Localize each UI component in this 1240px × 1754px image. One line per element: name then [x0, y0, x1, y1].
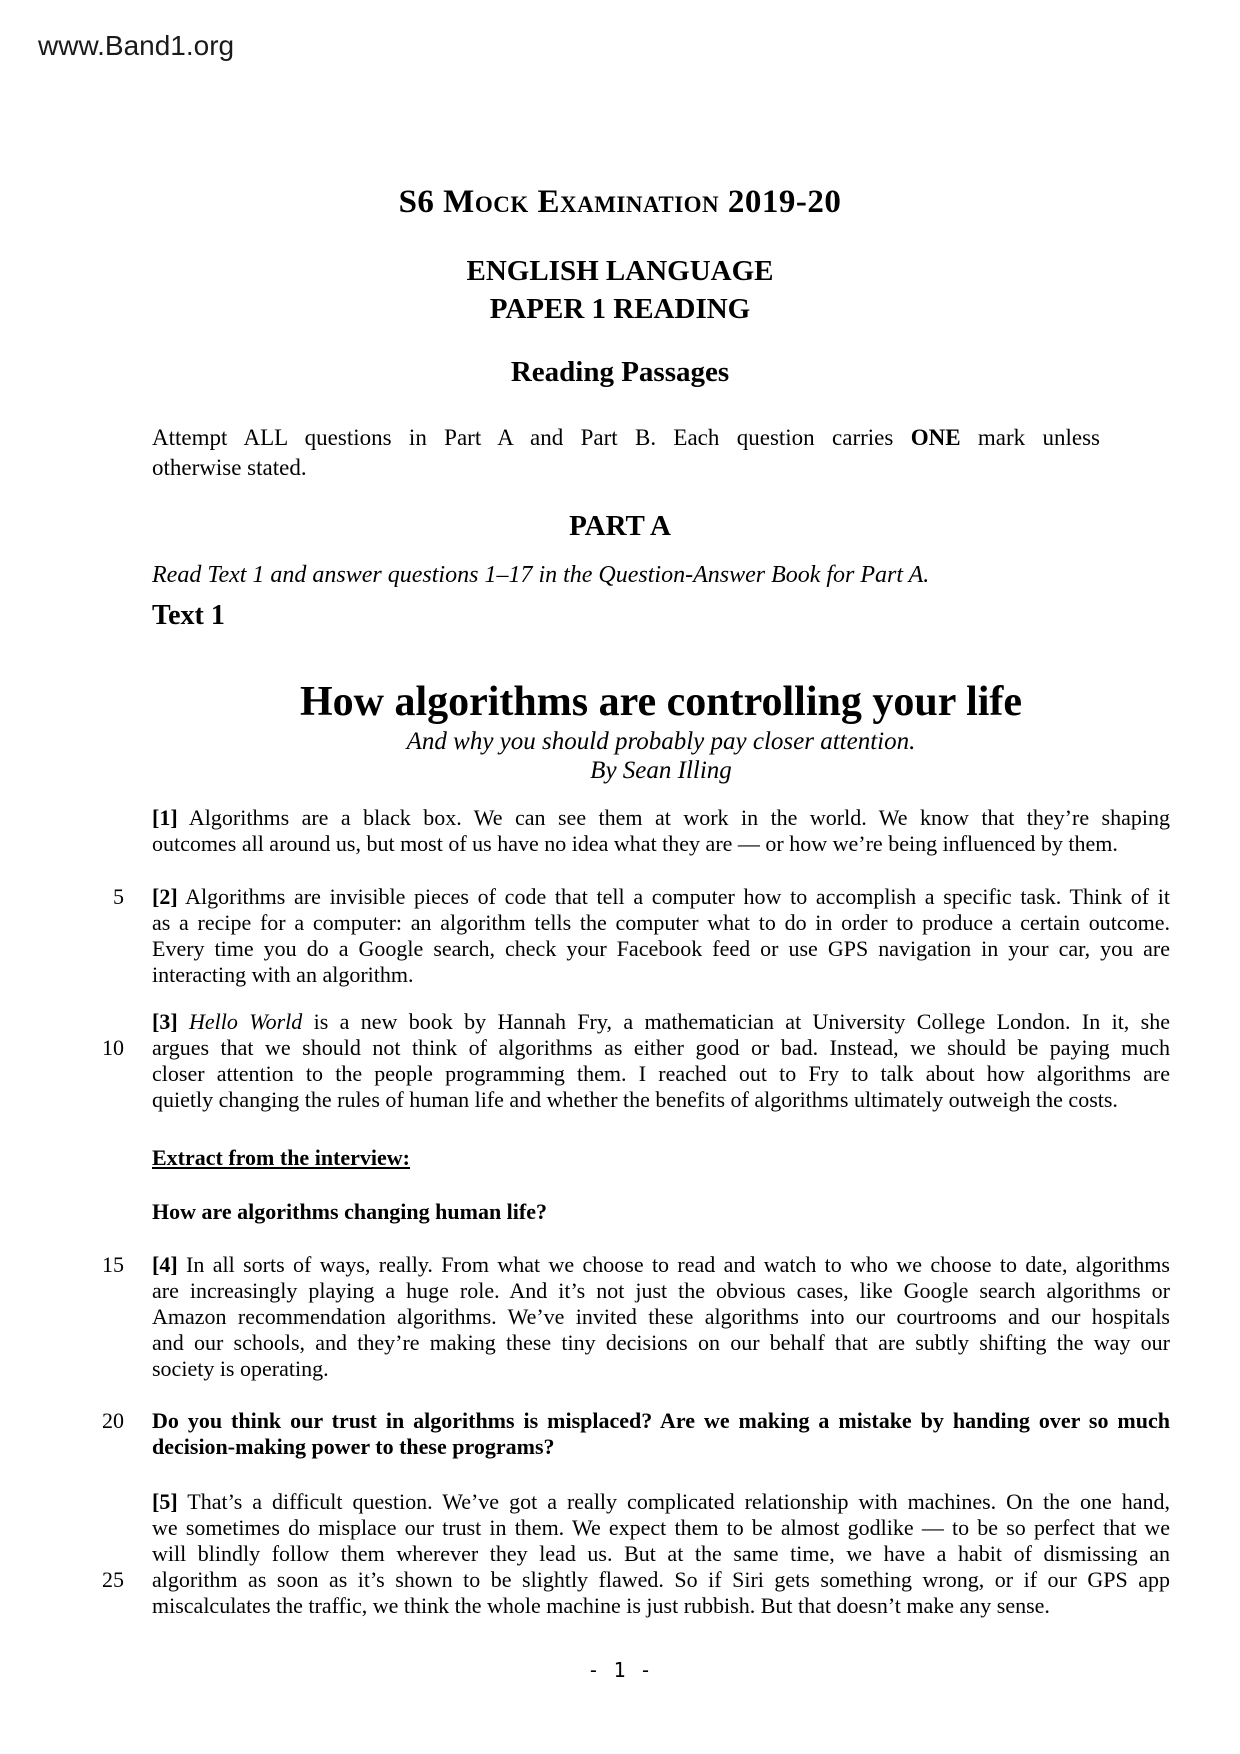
paragraph-marker: [5]: [152, 1489, 178, 1514]
paragraph-line: outcomes all around us, but most of us have no idea what they are — or how we’re being influenced by them.: [152, 831, 1118, 856]
one-mark-emphasis: ONE: [910, 425, 961, 450]
interview-question-1: How are algorithms changing human life?: [152, 1199, 548, 1224]
paragraph-2: [152, 884, 1170, 988]
paragraph-line: [3] Hello World is a new book by Hannah Fry, a mathematician at University College London. In it, she: [152, 1009, 1170, 1034]
line-number-5: 5: [113, 884, 124, 909]
paragraph-marker: [4]: [152, 1252, 178, 1277]
paragraph-line: and our schools, and they’re making these tiny decisions on our behalf that are subtly shifting the way our: [152, 1330, 1170, 1355]
paragraph-3: [152, 1009, 1170, 1113]
paragraph-line: Every time you do a Google search, check your Facebook feed or use GPS navigation in your car, you are: [152, 936, 1170, 961]
paragraph-line: closer attention to the people programming them. I reached out to Fry to talk about how algorithms are: [152, 1061, 1170, 1086]
paragraph-line: society is operating.: [152, 1356, 329, 1381]
paragraph-marker: [1]: [152, 805, 178, 830]
paragraph-line: [1] Algorithms are a black box. We can see them at work in the world. We know that they’re shaping: [152, 805, 1170, 830]
paragraph-marker: [2]: [152, 884, 178, 909]
exam-title: S6 Mock Examination 2019-20: [398, 184, 842, 220]
paragraph-line: miscalculates the traffic, we think the whole machine is just rubbish. But that doesn’t make any sense.: [152, 1593, 1050, 1618]
book-title: Hello World: [177, 1009, 303, 1034]
line-number-25: 25: [102, 1567, 124, 1592]
instructions-line-1: Attempt ALL questions in Part A and Part B. Each question carries ONE mark unless: [152, 425, 1101, 450]
line-number-10: 10: [102, 1035, 124, 1060]
paragraph-line: algorithm as soon as it’s shown to be slightly flawed. So if Siri gets something wrong, or if our GPS app: [152, 1567, 1170, 1592]
paragraph-line: we sometimes do misplace our trust in them. We expect them to be almost godlike — to be so perfect that we: [152, 1515, 1170, 1540]
paragraph-5: [152, 1489, 1170, 1619]
part-a-instruction: Read Text 1 and answer questions 1–17 in the Question-Answer Book for Part A.: [152, 562, 930, 588]
paragraph-line: [5] That’s a difficult question. We’ve got a really complicated relationship with machines. On the one hand,: [152, 1489, 1170, 1514]
passage-byline: By Sean Illing: [590, 757, 732, 784]
paragraph-line: will blindly follow them wherever they lead us. But at the same time, we have a habit of dismissing an: [152, 1541, 1170, 1566]
paragraph-line: argues that we should not think of algorithms as either good or bad. Instead, we should be paying much: [152, 1035, 1170, 1060]
paragraph-line: [4] In all sorts of ways, really. From what we choose to read and watch to who we choose to date, algorithms: [152, 1252, 1170, 1277]
instructions-line-2: otherwise stated.: [152, 455, 307, 480]
paper-title: PAPER 1 READING: [489, 293, 751, 325]
paragraph-line: quietly changing the rules of human life and whether the benefits of algorithms ultimately outweigh the costs.: [152, 1087, 1118, 1112]
paragraph-line: are increasingly playing a huge role. And it’s not just the obvious cases, like Google search algorithms or: [152, 1278, 1170, 1303]
section-title: Reading Passages: [510, 356, 730, 388]
page-number: - 1 -: [587, 1658, 653, 1682]
paragraph-4: [152, 1252, 1170, 1382]
text-label: Text 1: [152, 600, 225, 631]
paragraph-1: [152, 805, 1170, 857]
site-url: www.Band1.org: [38, 30, 235, 61]
passage-title: How algorithms are controlling your life: [299, 679, 1023, 725]
paragraph-marker: [3]: [152, 1009, 178, 1034]
passage-subtitle: And why you should probably pay closer attention.: [406, 728, 916, 755]
question-line: Do you think our trust in algorithms is misplaced? Are we making a mistake by handing over so much: [152, 1408, 1170, 1433]
paragraph-line: Amazon recommendation algorithms. We’ve invited these algorithms into our courtrooms and our hospitals: [152, 1304, 1170, 1329]
paragraph-line: interacting with an algorithm.: [152, 962, 414, 987]
extract-heading: Extract from the interview:: [152, 1145, 410, 1170]
line-number-15: 15: [102, 1252, 124, 1277]
interview-question-2: [152, 1408, 1170, 1460]
subject-title: ENGLISH LANGUAGE: [466, 255, 774, 287]
general-instructions: [152, 423, 1100, 483]
question-line: decision-making power to these programs?: [152, 1434, 555, 1459]
part-a-heading: PART A: [569, 510, 671, 542]
paragraph-line: [2] Algorithms are invisible pieces of code that tell a computer how to accomplish a specific task. Think of it: [152, 884, 1170, 909]
paragraph-line: as a recipe for a computer: an algorithm tells the computer what to do in order to produce a certain outcome.: [152, 910, 1170, 935]
line-number-20: 20: [102, 1408, 124, 1433]
